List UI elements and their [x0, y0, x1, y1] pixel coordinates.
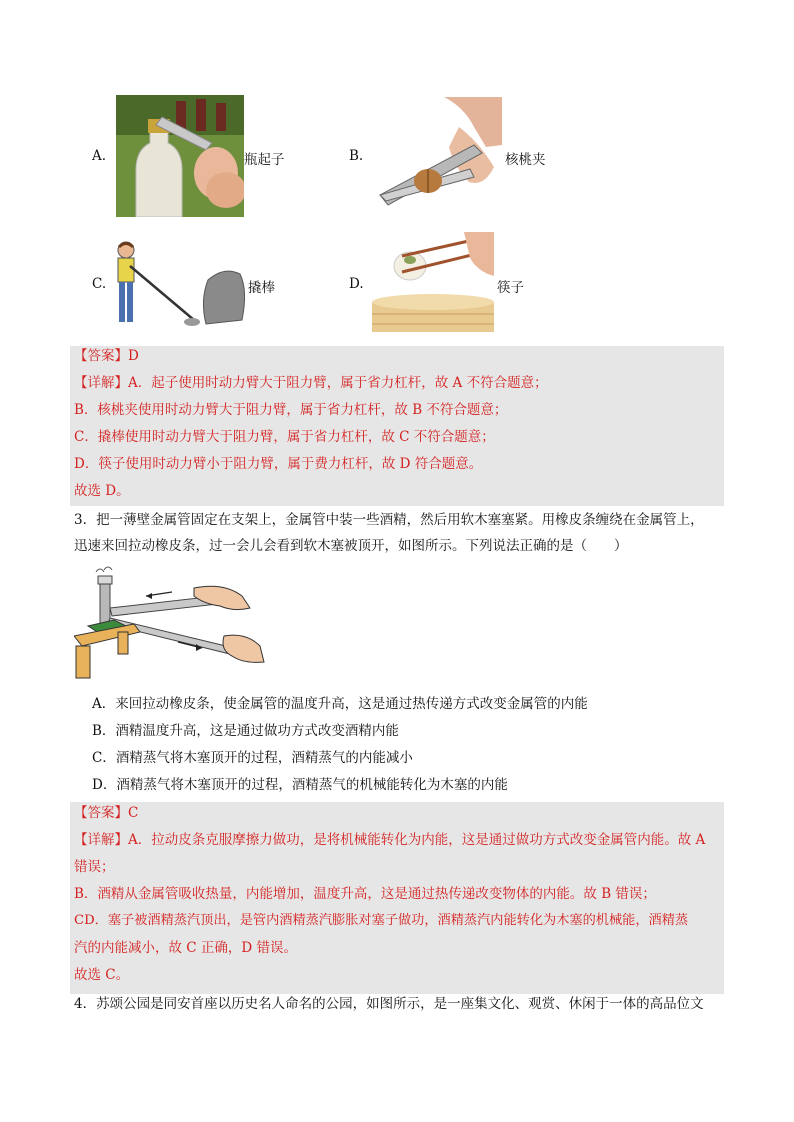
option-d-caption: 筷子: [497, 280, 524, 296]
option-a-caption: 瓶起子: [244, 152, 285, 168]
q4-stem-line-1: 4．苏颂公园是同安首座以历史名人命名的公园，如图所示，是一座集文化、观赏、休闲于一体的高品位文: [74, 996, 704, 1012]
q2-answer-line: [74, 346, 139, 366]
answer-label: 【答案】: [74, 805, 128, 821]
q2-detail-line-4: D．筷子使用时动力臂小于阻力臂，属于费力杠杆，故 D 符合题意。: [74, 456, 483, 472]
answer-value: C: [128, 805, 139, 821]
q3-option-b: B．酒精温度升高，这是通过做功方式改变酒精内能: [92, 723, 399, 739]
q3-detail-line-1: [74, 830, 705, 850]
q2-detail-line-1: [74, 373, 548, 393]
bottle-opener-photo: [116, 95, 244, 217]
option-c-caption: 撬棒: [248, 280, 275, 296]
q2-detail-line-2: B．核桃夹使用时动力臂大于阻力臂，属于省力杠杆，故 B 不符合题意；: [74, 402, 508, 418]
q3-detail-line-2: 错误；: [74, 859, 115, 875]
q2-conclusion: 故选 D。: [74, 483, 130, 499]
q3-stem-line-1: 3．把一薄壁金属管固定在支架上，金属管中装一些酒精，然后用软木塞塞紧。用橡皮条缠绕在金属管上，: [74, 512, 704, 528]
detail-text: A．拉动皮条克服摩擦力做功，是将机械能转化为内能，这是通过做功方式改变金属管内能。故 A: [128, 832, 706, 848]
chopsticks-photo: [372, 232, 494, 332]
answer-value: D: [128, 348, 139, 364]
q3-option-a: A．来回拉动橡皮条，使金属管的温度升高，这是通过热传递方式改变金属管的内能: [92, 696, 588, 712]
crowbar-illustration: [112, 240, 254, 328]
option-c-letter: C.: [92, 276, 107, 292]
q3-conclusion: 故选 C。: [74, 967, 130, 983]
option-d-letter: D.: [349, 276, 364, 292]
q3-option-c: C．酒精蒸气将木塞顶开的过程，酒精蒸气的内能减小: [92, 750, 413, 766]
detail-label: 【详解】: [74, 832, 128, 848]
detail-text: A．起子使用时动力臂大于阻力臂，属于省力杠杆，故 A 不符合题意；: [128, 375, 548, 391]
detail-label: 【详解】: [74, 375, 128, 391]
q3-detail-line-4: CD．塞子被酒精蒸汽顶出，是管内酒精蒸汽膨胀对塞子做功，酒精蒸汽内能转化为木塞的机械能，酒精蒸: [74, 913, 689, 928]
nutcracker-photo: [374, 97, 502, 211]
q3-detail-line-5: 汽的内能减小，故 C 正确，D 错误。: [74, 940, 298, 956]
q3-detail-line-3: B．酒精从金属管吸收热量，内能增加，温度升高，这是通过热传递改变物体的内能。故 B 错误；: [74, 886, 656, 902]
q3-answer-line: [74, 803, 138, 823]
q3-stem-line-2: 迅速来回拉动橡皮条，过一会儿会看到软木塞被顶开，如图所示。下列说法正确的是（ ）: [74, 538, 628, 554]
answer-label: 【答案】: [74, 348, 128, 364]
q2-answer-block: [70, 346, 724, 506]
q2-detail-line-3: C．撬棒使用时动力臂大于阻力臂，属于省力杠杆，故 C 不符合题意；: [74, 429, 495, 445]
q3-option-d: D．酒精蒸气将木塞顶开的过程，酒精蒸气的机械能转化为木塞的内能: [92, 777, 508, 793]
option-b-caption: 核桃夹: [505, 152, 546, 168]
metal-tube-rubber-strip-illustration: [74, 566, 268, 682]
option-a-letter: A.: [92, 148, 107, 164]
option-b-letter: B.: [349, 148, 364, 164]
